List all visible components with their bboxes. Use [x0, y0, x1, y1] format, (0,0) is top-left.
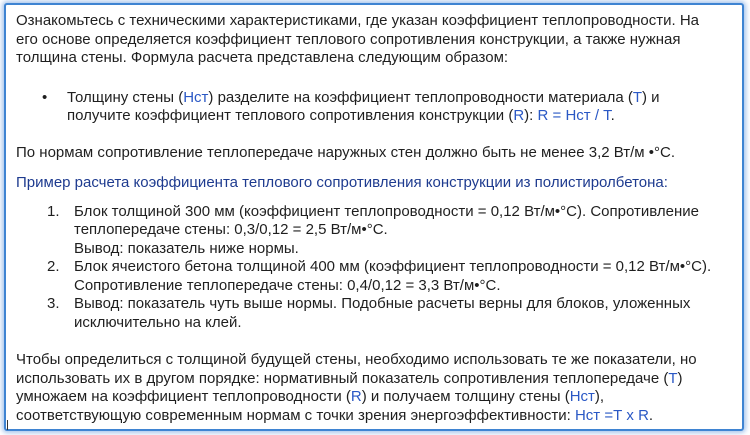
conductivity-symbol: Т — [632, 88, 642, 106]
list-item-3-line-2: исключительно на клей. — [74, 313, 242, 331]
list-item-1-line-3: Вывод: показатель ниже нормы. — [74, 239, 299, 257]
resistance-formula: R = Нст / Т — [537, 107, 611, 124]
example-list-item-3 — [16, 295, 732, 332]
outro-line-1: Чтобы определиться с толщиной будущей стены, необходимо использовать те же показатели, но — [16, 351, 697, 368]
resistance-symbol: R — [513, 107, 525, 124]
bullet-text-d: получите коэффициент теплового сопротивления конструкции ( — [67, 107, 514, 124]
article-frame — [4, 3, 744, 431]
bullet-text-f: . — [610, 107, 615, 124]
outro-resistance-symbol: R — [350, 388, 362, 405]
intro-line-3: толщина стены. Формула расчета представлена следующим образом: — [16, 49, 509, 66]
outro-conductivity-symbol: Т — [668, 369, 678, 387]
formula-bullet-item — [16, 89, 732, 126]
bullet-marker: • — [42, 88, 48, 106]
outro-line-2a: использовать их в другом порядке: нормативный показатель сопротивления теплопередаче ( — [16, 369, 669, 387]
example-list-item-1 — [16, 203, 732, 259]
outro-line-2b: ) — [677, 369, 683, 387]
list-item-1-line-2: теплопередаче стены: 0,3/0,12 = 2,5 Вт/м•°С. — [74, 221, 388, 238]
outro-line-4a: соответствующую современным нормам с точки зрения энергоэффективности: — [16, 406, 575, 424]
outro-paragraph — [16, 351, 732, 425]
bullet-text-c: ) и — [642, 88, 660, 106]
article-content — [16, 12, 732, 425]
outro-line-3c: ), — [594, 388, 605, 405]
intro-line-2: его основе определяется коэффициент теплового сопротивления конструкции, а также нужная — [16, 30, 681, 48]
list-marker-1: 1. — [47, 202, 60, 220]
list-item-1-line-1: Блок толщиной 300 мм (коэффициент теплопроводности = 0,12 Вт/м•°С). Сопротивление — [74, 202, 699, 220]
thickness-formula: Нст =Т х R — [574, 406, 649, 424]
outro-line-4b: . — [648, 406, 654, 424]
text-cursor — [7, 420, 8, 430]
outro-line-3b: ) и получаем толщину стены ( — [361, 388, 570, 405]
outro-wall-thickness-symbol: Нст — [569, 388, 595, 405]
intro-paragraph — [16, 12, 732, 68]
bullet-text-a: Толщину стены ( — [67, 88, 184, 106]
list-item-2-line-1: Блок ячеистого бетона толщиной 400 мм (коэффициент теплопроводности = 0,12 Вт/м•°С). — [74, 258, 712, 275]
list-item-2-line-2: Сопротивление теплопередаче стены: 0,4/0,12 = 3,3 Вт/м•°С. — [74, 276, 501, 294]
bullet-text-b: ) разделите на коэффициент теплопроводности материала ( — [208, 88, 633, 106]
intro-line-1: Ознакомьтесь с техническими характеристиками, где указан коэффициент теплопроводности. На — [16, 12, 699, 29]
norm-paragraph: По нормам сопротивление теплопередаче наружных стен должно быть не менее 3,2 Вт/м •°С. — [16, 143, 676, 161]
example-list-item-2 — [16, 258, 732, 295]
wall-thickness-symbol: Нст — [183, 88, 209, 106]
list-marker-3: 3. — [47, 295, 60, 312]
list-item-3-line-1: Вывод: показатель чуть выше нормы. Подобные расчеты верны для блоков, уложенных — [74, 295, 691, 312]
list-marker-2: 2. — [47, 258, 60, 275]
outro-line-3a: умножаем на коэффициент теплопроводности ( — [16, 388, 351, 405]
bullet-text-e: ): — [524, 107, 538, 124]
example-heading: Пример расчета коэффициента теплового сопротивления конструкции из полистиролбетона: — [16, 174, 668, 191]
